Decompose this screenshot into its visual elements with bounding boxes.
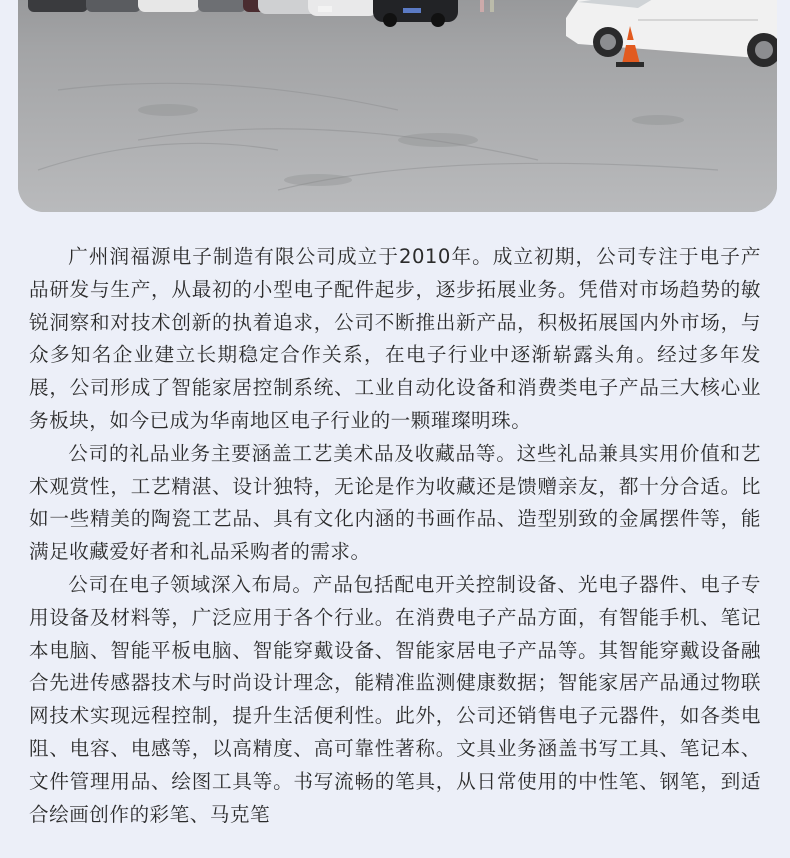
paragraph-electronics-business: 公司在电子领域深入布局。产品包括配电开关控制设备、光电子器件、电子专用设备及材料等，广泛应用于各个行业。在消费电子产品方面，有智能手机、笔记本电脑、智能平板电脑、智能穿戴设备、智能家居电子产品等。其智能穿戴设备融合先进传感器技术与时尚设计理念，能精准监测健康数据；智能家居产品通过物联网技术实现远程控制，提升生活便利性。此外，公司还销售电子元器件，如各类电阻、电容、电感等，以高精度、高可靠性著称。文具业务涵盖书写工具、笔记本、文件管理用品、绘图工具等。书写流畅的笔具，从日常使用的中性笔、钢笔，到适合绘画创作的彩笔、马克笔 [29,572,761,826]
parking-lot-photo [18,0,777,212]
paragraph-company-history: 广州润福源电子制造有限公司成立于2010年。成立初期，公司专注于电子产品研发与生产，从最初的小型电子配件起步，逐步拓展业务。凭借对市场趋势的敏锐洞察和对技术创新的执着追求，公司不断推出新产品，积极拓展国内外市场，与众多知名企业建立长期稳定合作关系，在电子行业中逐渐崭露头角。经过多年发展，公司形成了智能家居控制系统、工业自动化设备和消费类电子产品三大核心业务板块，如今已成为华南地区电子行业的一颗璀璨明珠。 [29,245,761,432]
paragraph-gift-business: 公司的礼品业务主要涵盖工艺美术品及收藏品等。这些礼品兼具实用价值和艺术观赏性，工艺精湛、设计独特，无论是作为收藏还是馈赠亲友，都十分合适。比如一些精美的陶瓷工艺品、具有文化内涵的书画作品、造型别致的金属摆件等，能满足收藏爱好者和礼品采购者的需求。 [29,441,761,564]
article-body [29,241,761,831]
